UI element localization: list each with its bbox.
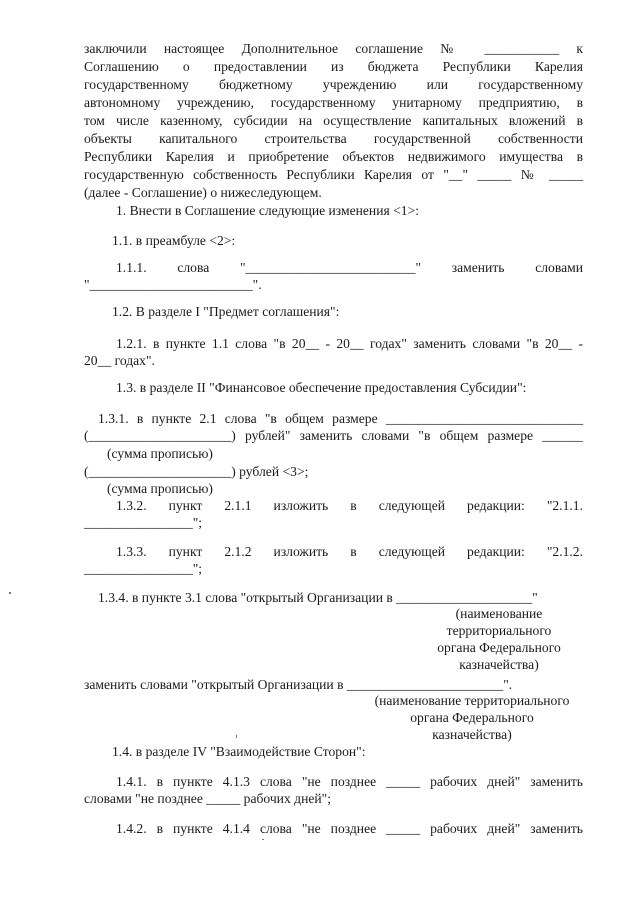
item-1: 1. Внести в Соглашение следующие изменения <1>: — [116, 203, 420, 218]
item-1-1: 1.1. в преамбуле <2>: — [112, 233, 236, 248]
item-1-4-1-cont: словами "не позднее _____ рабочих дней"; — [84, 791, 331, 806]
item-1-2: 1.2. В разделе I "Предмет соглашения": — [112, 304, 340, 319]
sum-caption: (сумма прописью) — [107, 481, 213, 496]
item-1-1-1: 1.1.1. слова "_________________________" заменить словами — [116, 260, 583, 275]
treasury-caption: (наименование — [455, 606, 543, 621]
item-1-4-2: 1.4.2. в пункте 4.1.4 слова "не позднее _____ рабочих дней" заменить — [116, 821, 583, 836]
item-1-3-4-cont: заменить словами "открытый Организации в _______________________". — [84, 677, 513, 692]
item-1-3-3: 1.3.3. пункт 2.1.2 изложить в следующей редакции: "2.1.2. — [116, 544, 583, 559]
intro-line: автономному учреждению, государственному унитарному предприятию, в — [84, 95, 583, 110]
scan-speck — [262, 839, 264, 840]
item-1-2-1-cont: 20__ годах". — [84, 353, 155, 368]
intro-line: государственному бюджетному учреждению или государственному — [84, 77, 583, 92]
treasury-caption: органа Федерального — [437, 640, 561, 655]
intro-line: (далее - Соглашение) о нижеследующем. — [84, 185, 322, 200]
treasury-caption: казначейства) — [432, 727, 512, 742]
treasury-caption: органа Федерального — [410, 710, 534, 725]
item-1-3-2-cont: ________________"; — [84, 515, 203, 530]
sum-caption: (сумма прописью) — [107, 446, 213, 461]
item-1-4-1: 1.4.1. в пункте 4.1.3 слова "не позднее _____ рабочих дней" заменить — [116, 774, 583, 789]
intro-line: объекты капитального строительства государственной собственности — [84, 131, 583, 146]
treasury-caption: территориального — [446, 623, 552, 638]
intro-line: заключили настоящее Дополнительное соглашение № ___________ к — [84, 41, 583, 56]
item-1-3-1: 1.3.1. в пункте 2.1 слова "в общем размере _____________________________ — [98, 411, 583, 426]
item-1-3-2: 1.3.2. пункт 2.1.1 изложить в следующей редакции: "2.1.1. — [116, 498, 583, 513]
treasury-caption: (наименование территориального — [374, 693, 570, 708]
item-1-4: 1.4. в разделе IV "Взаимодействие Сторон": — [112, 744, 366, 759]
treasury-caption: казначейства) — [459, 657, 539, 672]
intro-line: государственную собственность Республики Карелия от "__" _____ № _____ — [84, 167, 583, 182]
item-1-1-1-cont: "________________________". — [84, 277, 262, 292]
item-1-3-3-cont: ________________"; — [84, 561, 203, 576]
item-1-3-4: 1.3.4. в пункте 3.1 слова "открытый Организации в ____________________" — [98, 590, 538, 605]
item-1-2-1: 1.2.1. в пункте 1.1 слова "в 20__ - 20__ годах" заменить словами "в 20__ - — [116, 336, 583, 351]
intro-line: Республики Карелия и приобретение объектов недвижимого имущества в — [84, 149, 583, 164]
intro-line: том числе казенному, субсидии на осуществление капитальных вложений в — [84, 113, 583, 128]
intro-line: Соглашению о предоставлении из бюджета Республики Карелия — [84, 59, 583, 74]
item-1-3-1-cont: (_____________________) рублей" заменить словами "в общем размере ______ — [84, 428, 583, 443]
item-1-3-1-cont2: (_____________________) рублей <3>; — [84, 464, 309, 479]
item-1-3: 1.3. в разделе II "Финансовое обеспечение предоставления Субсидии": — [116, 380, 527, 395]
scan-speck — [9, 592, 11, 594]
scan-speck — [236, 735, 237, 738]
